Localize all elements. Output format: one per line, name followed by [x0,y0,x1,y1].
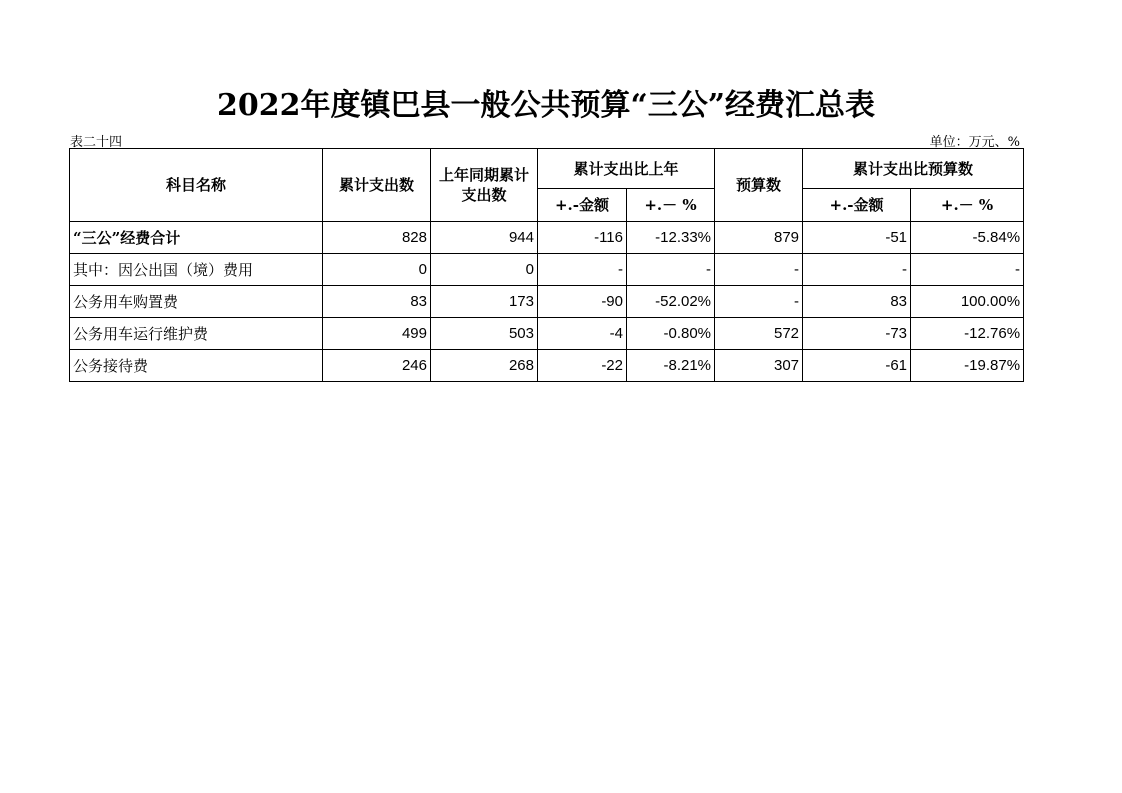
row-name: 公务用车运行维护费 [70,318,323,350]
header-prev-amount: +.-金额 [538,189,627,222]
table-number: 表二十四 [70,135,123,150]
row-name: 公务接待费 [70,350,323,382]
cell-prev: 173 [431,286,538,318]
cell-diff-prev: -116 [538,222,627,254]
header-budget-amount: +.-金额 [803,189,911,222]
row-name: “三公”经费合计 [70,222,323,254]
cell-pct-prev: -12.33% [627,222,715,254]
header-prev-year-cum [431,149,538,222]
cell-diff-prev: -22 [538,350,627,382]
cell-budget: - [715,254,803,286]
cell-diff-budget: -51 [803,222,911,254]
cell-cum: 499 [323,318,431,350]
table-row [70,254,1024,286]
cell-pct-prev: -8.21% [627,350,715,382]
cell-cum: 83 [323,286,431,318]
table-row [70,286,1024,318]
cell-prev: 944 [431,222,538,254]
header-prev-year-cum-line1: 上年同期累计 [438,166,529,184]
cell-pct-budget: - [911,254,1024,286]
cell-cum: 246 [323,350,431,382]
cell-prev: 268 [431,350,538,382]
cell-prev: 0 [431,254,538,286]
cell-budget: 879 [715,222,803,254]
table-row [70,222,1024,254]
cell-diff-budget: -73 [803,318,911,350]
cell-diff-prev: -90 [538,286,627,318]
header-vs-prev-year: 累计支出比上年 [538,149,715,189]
header-cum-expense: 累计支出数 [323,149,431,222]
cell-budget: - [715,286,803,318]
page-title: 2022年度镇巴县一般公共预算“三公”经费汇总表 [216,88,875,123]
header-row [70,149,1024,189]
cell-diff-budget: 83 [803,286,911,318]
header-budget: 预算数 [715,149,803,222]
cell-diff-prev: - [538,254,627,286]
cell-pct-prev: -52.02% [627,286,715,318]
unit-label: 单位：万元、% [929,135,1020,150]
cell-prev: 503 [431,318,538,350]
header-prev-pct: +.－ % [627,189,715,222]
cell-pct-budget: -12.76% [911,318,1024,350]
summary-table [69,148,1024,382]
table-row [70,318,1024,350]
row-name: 其中：因公出国（境）费用 [70,254,323,286]
cell-budget: 572 [715,318,803,350]
cell-pct-budget: -5.84% [911,222,1024,254]
cell-cum: 0 [323,254,431,286]
cell-pct-prev: - [627,254,715,286]
cell-cum: 828 [323,222,431,254]
cell-pct-prev: -0.80% [627,318,715,350]
cell-pct-budget: -19.87% [911,350,1024,382]
header-budget-pct: +.－ % [911,189,1024,222]
cell-diff-budget: -61 [803,350,911,382]
header-name: 科目名称 [70,149,323,222]
cell-pct-budget: 100.00% [911,286,1024,318]
header-vs-budget: 累计支出比预算数 [803,149,1024,189]
table-row [70,350,1024,382]
header-prev-year-cum-line2: 支出数 [461,186,507,204]
cell-budget: 307 [715,350,803,382]
row-name: 公务用车购置费 [70,286,323,318]
cell-diff-budget: - [803,254,911,286]
cell-diff-prev: -4 [538,318,627,350]
